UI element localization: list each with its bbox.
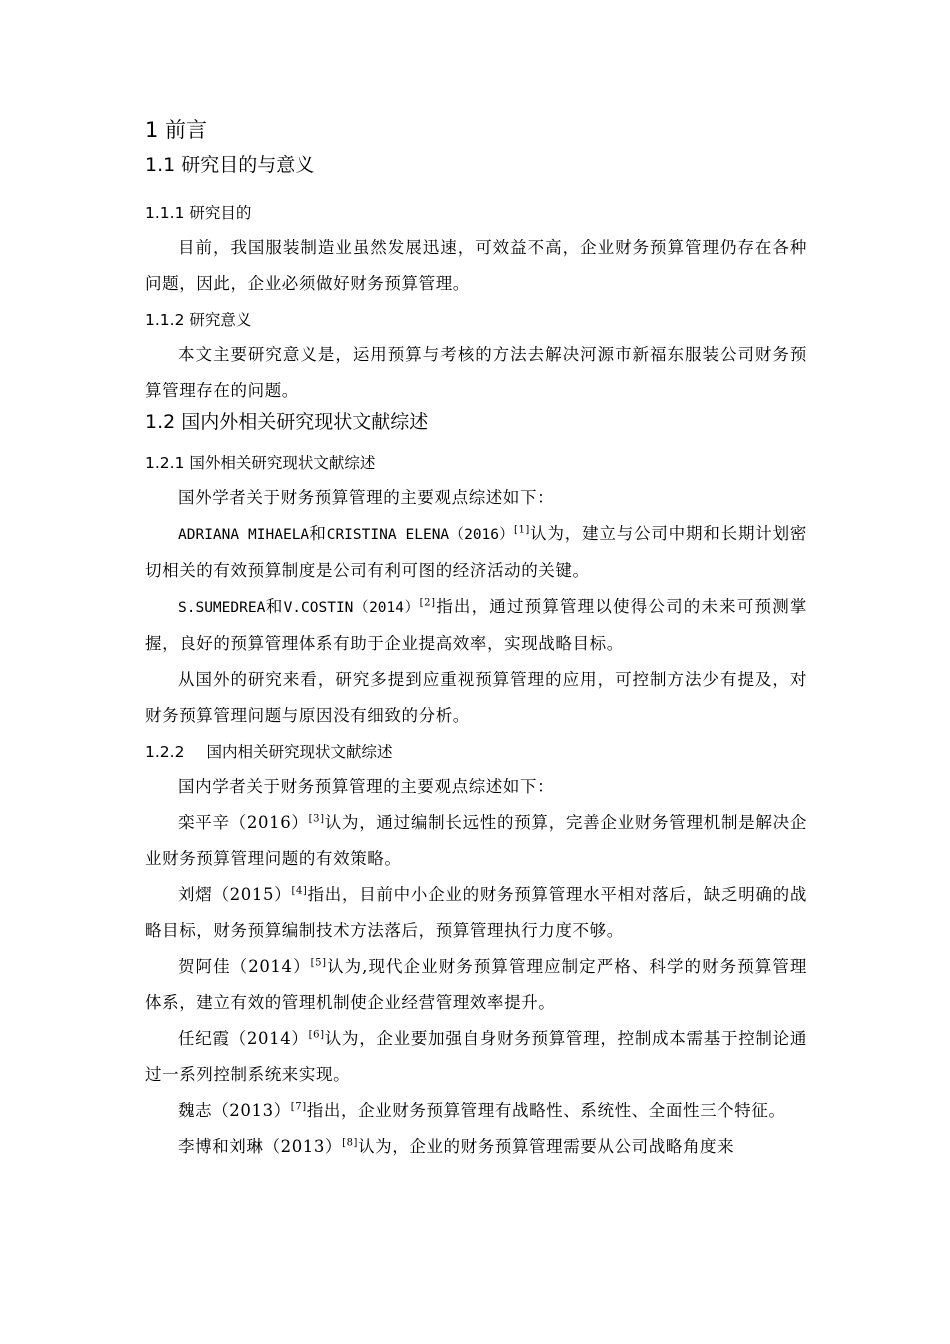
citation-marker: [2] — [419, 597, 436, 609]
paragraph-domestic-ref — [145, 949, 807, 1021]
citation-text: 认为，建立与公司中期和长期计划密切相关的有效预算制度是公司有利可图的经济活动的关键。 — [145, 524, 808, 580]
section-1-1-1-title: 1.1.1 研究目的 — [145, 203, 252, 222]
section-1-1-2-title: 1.1.2 研究意义 — [145, 310, 252, 329]
citation-marker: [6] — [308, 1029, 325, 1041]
author-year: 魏志（2013） — [178, 1101, 291, 1120]
paragraph-foreign-ref-1 — [145, 516, 807, 589]
citation-marker: [5] — [310, 957, 327, 969]
citation-text: 指出，企业财务预算管理有战略性、系统性、全面性三个特征。 — [306, 1101, 786, 1120]
section-1-2-2-title — [145, 734, 807, 769]
citation-marker: [1] — [513, 524, 530, 536]
section-heading-text: 国内相关研究现状文献综述 — [206, 742, 393, 761]
section-1-2-title: 1.2 国内外相关研究现状文献综述 — [145, 411, 429, 433]
section-1-title: 1 前言 — [145, 118, 208, 142]
citation-text: 指出，通过预算管理以使得公司的未来可预测掌握，良好的预算管理体系有助于企业提高效率，实现战略目标。 — [145, 597, 807, 653]
citation-text: 认为，企业的财务预算管理需要从公司战略角度来 — [358, 1137, 735, 1156]
paragraph-research-purpose: 目前，我国服装制造业虽然发展迅速，可效益不高，企业财务预算管理仍存在各种问题，因此，企业必须做好财务预算管理。 — [145, 238, 807, 293]
author-year: V.COSTIN（2014） — [283, 600, 420, 616]
citation-text: 认为，通过编制长远性的预算，完善企业财务管理机制是解决企业财务预算管理问题的有效策略。 — [145, 813, 807, 868]
author-year: 李博和刘琳（2013） — [178, 1137, 343, 1156]
section-1-2-1-title: 1.2.1 国外相关研究现状文献综述 — [145, 453, 376, 472]
author-name: S.SUMEDREA — [178, 600, 266, 616]
paragraph-foreign-intro: 国外学者关于财务预算管理的主要观点综述如下： — [178, 488, 555, 507]
paragraph-domestic-ref — [145, 805, 807, 877]
document-page — [145, 116, 807, 1165]
citation-text: 指出，目前中小企业的财务预算管理水平相对落后，缺乏明确的战略目标，财务预算编制技术方法落后，预算管理执行力度不够。 — [145, 885, 807, 940]
section-1-1-title: 1.1 研究目的与意义 — [145, 154, 315, 176]
paragraph-foreign-ref-2 — [145, 589, 807, 662]
paragraph-research-significance: 本文主要研究意义是，运用预算与考核的方法去解决河源市新福东服装公司财务预算管理存在的问题。 — [145, 345, 807, 400]
citation-marker: [7] — [290, 1101, 307, 1113]
author-year: CRISTINA ELENA（2016） — [326, 527, 514, 543]
author-year: 栾平辛（2016） — [178, 813, 309, 832]
author-year: 任纪霞（2014） — [178, 1029, 309, 1048]
paragraph-domestic-ref — [145, 877, 807, 949]
paragraph-domestic-intro: 国内学者关于财务预算管理的主要观点综述如下： — [178, 777, 555, 796]
paragraph-domestic-ref — [145, 1021, 807, 1093]
citation-marker: [8] — [342, 1137, 359, 1149]
conjunction-text: 和 — [265, 597, 284, 616]
author-year: 刘熠（2015） — [178, 885, 292, 904]
paragraph-domestic-ref — [145, 1093, 807, 1129]
paragraph-domestic-ref — [145, 1129, 807, 1165]
conjunction-text: 和 — [309, 524, 327, 543]
author-year: 贺阿佳（2014） — [178, 957, 311, 976]
citation-marker: [3] — [308, 813, 325, 825]
author-name: ADRIANA MIHAELA — [178, 527, 310, 543]
paragraph-foreign-summary: 从国外的研究来看，研究多提到应重视预算管理的应用，可控制方法少有提及，对财务预算管理问题与原因没有细致的分析。 — [145, 670, 807, 725]
citation-marker: [4] — [291, 885, 308, 897]
section-number: 1.2.2 — [145, 742, 185, 761]
citation-text: 认为,现代企业财务预算管理应制定严格、科学的财务预算管理体系，建立有效的管理机制使企业经营管理效率提升。 — [145, 957, 807, 1012]
citation-text: 认为，企业要加强自身财务预算管理，控制成本需基于控制论通过一系列控制系统来实现。 — [145, 1029, 807, 1084]
